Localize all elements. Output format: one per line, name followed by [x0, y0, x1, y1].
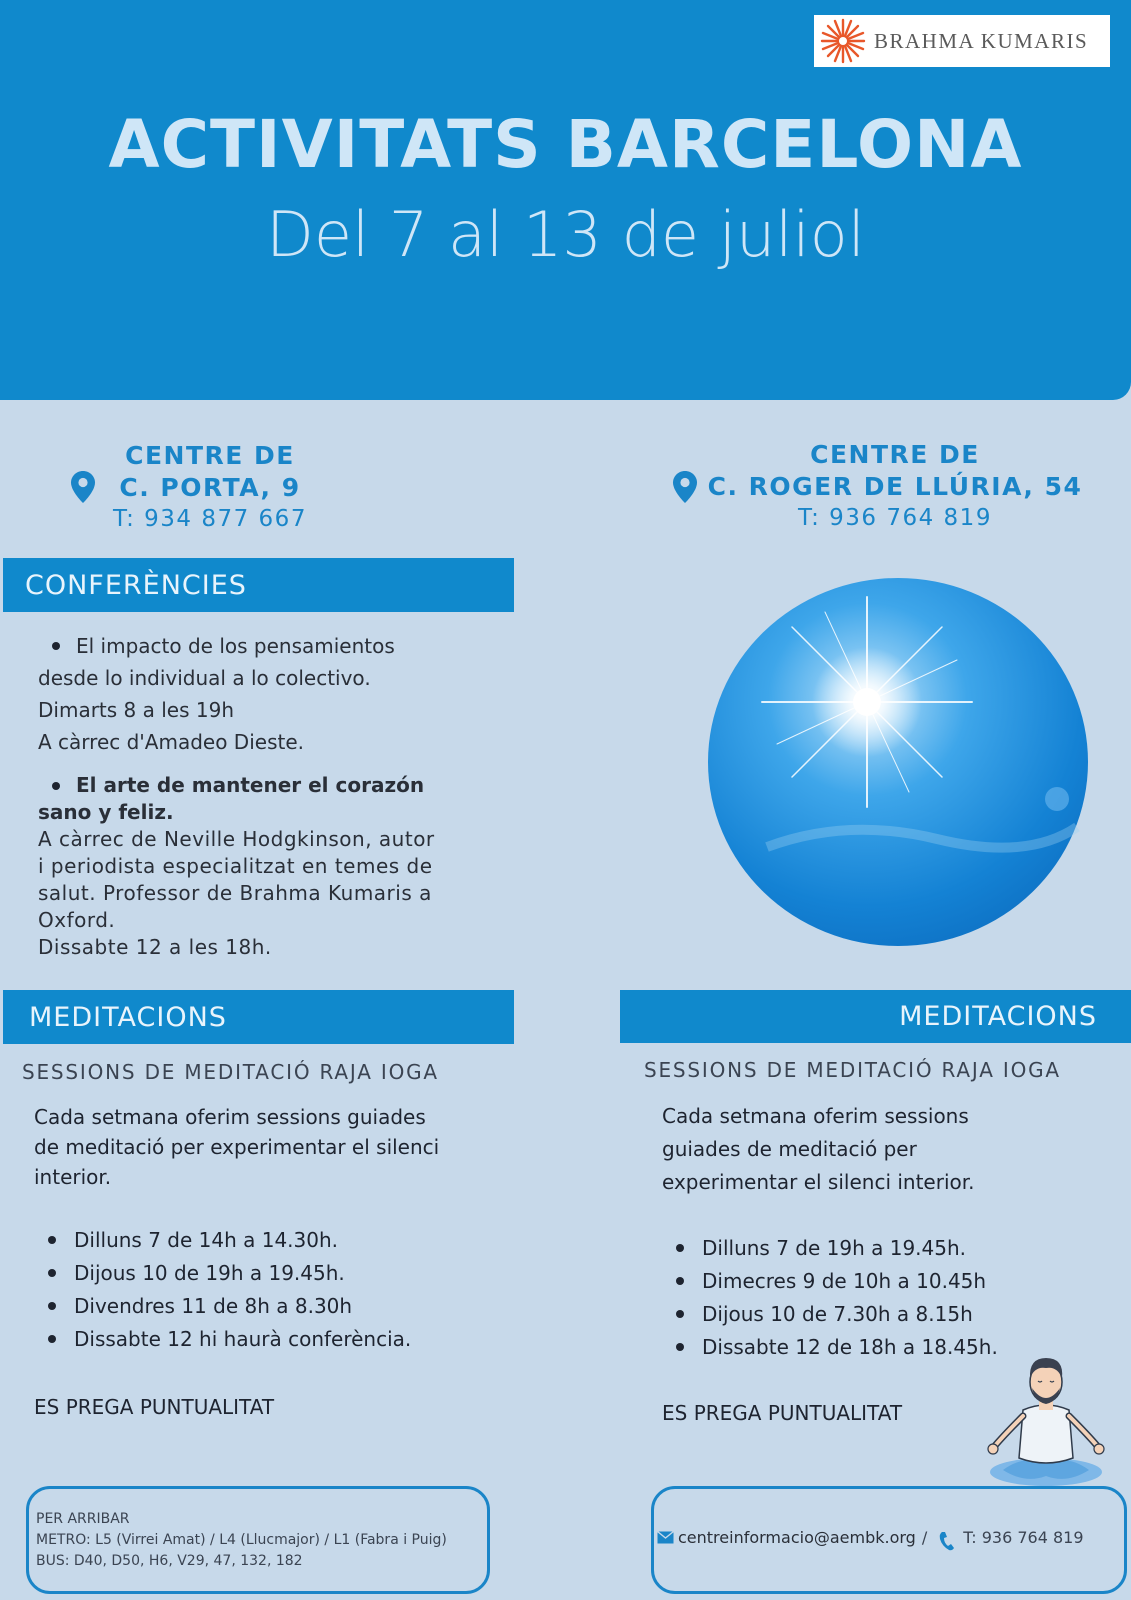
center-right-phone: T: 936 764 819	[798, 505, 992, 531]
page-subtitle: Del 7 al 13 de juliol	[266, 198, 865, 271]
bullet-icon	[48, 1302, 56, 1310]
conference-2-desc-3: salut. Professor de Brahma Kumaris a	[38, 881, 432, 905]
meditations-left-intro-1: Cada setmana oferim sessions guiades	[34, 1105, 426, 1129]
logo-text: BRAHMA KUMARIS	[874, 28, 1089, 53]
conference-2-title-a: El arte de mantener el corazón	[76, 773, 425, 797]
meditations-right-intro-3: experimentar el silenci interior.	[662, 1170, 975, 1194]
sky-sun-image	[707, 577, 1089, 947]
meditations-right-intro	[662, 1100, 1082, 1199]
center-left-heading	[110, 440, 310, 534]
center-right-heading	[700, 439, 1090, 533]
list-item: Dilluns 7 de 14h a 14.30h.	[48, 1223, 411, 1256]
list-item: Dissabte 12 hi haurà conferència.	[48, 1322, 411, 1355]
conference-2-desc-2: i periodista especialitzat en temes de	[38, 854, 433, 878]
brahma-kumaris-logo	[814, 15, 1110, 67]
center-right-line1: CENTRE DE	[810, 440, 980, 469]
meditations-left-heading: MEDITACIONS	[29, 1001, 227, 1033]
meditating-person-icon	[985, 1350, 1107, 1490]
conference-2-title-b: sano y feliz.	[38, 800, 174, 824]
conference-item-1	[38, 630, 508, 758]
meditations-right-sessions	[676, 1231, 998, 1363]
meditations-right-heading-band	[620, 990, 1131, 1043]
conference-1-title-b: desde lo individual a lo colectivo.	[38, 666, 371, 690]
meditations-right-subheading: SESSIONS DE MEDITACIÓ RAJA IOGA	[644, 1058, 1061, 1082]
meditations-left-note: ES PREGA PUNTUALITAT	[34, 1395, 275, 1419]
logo-sun-icon	[820, 18, 866, 64]
list-item: Dijous 10 de 7.30h a 8.15h	[676, 1297, 998, 1330]
list-item: Divendres 11 de 8h a 8.30h	[48, 1289, 411, 1322]
center-right-address: C. ROGER DE LLÚRIA, 54	[707, 472, 1083, 501]
conference-2-desc-4: Oxford.	[38, 908, 116, 932]
directions-metro: METRO: L5 (Virrei Amat) / L4 (Llucmajor) / L1 (Fabra i Puig)	[36, 1532, 447, 1548]
location-pin-icon	[70, 470, 96, 504]
conferences-heading: CONFERÈNCIES	[25, 569, 247, 601]
directions-bus: BUS: D40, D50, H6, V29, 47, 132, 182	[36, 1553, 303, 1569]
meditations-left-sessions	[48, 1223, 411, 1355]
bullet-icon	[676, 1244, 684, 1252]
bullet-icon	[48, 1269, 56, 1277]
mail-icon	[657, 1531, 674, 1544]
conference-2-desc-1: A càrrec de Neville Hodgkinson, autor	[38, 827, 435, 851]
contact-separator: /	[921, 1527, 928, 1547]
meditations-left-intro	[34, 1102, 514, 1192]
conferences-heading-band	[3, 558, 514, 612]
directions-box	[26, 1486, 490, 1594]
page-title: ACTIVITATS BARCELONA	[108, 106, 1023, 183]
directions-text	[36, 1509, 447, 1572]
conference-item-2	[38, 772, 508, 961]
contact-row	[657, 1523, 1084, 1551]
bullet-icon	[676, 1277, 684, 1285]
contact-email-link[interactable]: centreinformacio@aembk.org	[678, 1527, 916, 1547]
meditations-left-intro-2: de meditació per experimentar el silenci	[34, 1135, 440, 1159]
header-banner	[0, 0, 1131, 400]
phone-icon	[939, 1531, 955, 1551]
bullet-icon	[52, 782, 60, 790]
location-pin-icon	[672, 470, 698, 504]
list-item: Dijous 10 de 19h a 19.45h.	[48, 1256, 411, 1289]
center-left-line1: CENTRE DE	[125, 441, 295, 470]
conference-1-title-a: El impacto de los pensamientos	[76, 634, 395, 658]
list-item: Dilluns 7 de 19h a 19.45h.	[676, 1231, 998, 1264]
directions-title: PER ARRIBAR	[36, 1511, 130, 1527]
meditations-left-intro-3: interior.	[34, 1165, 112, 1189]
list-item: Dimecres 9 de 10h a 10.45h	[676, 1264, 998, 1297]
conference-1-by: A càrrec d'Amadeo Dieste.	[38, 730, 304, 754]
contact-box	[651, 1486, 1127, 1594]
bullet-icon	[48, 1335, 56, 1343]
conference-2-desc-5: Dissabte 12 a les 18h.	[38, 935, 272, 959]
center-left-phone: T: 934 877 667	[113, 506, 307, 532]
meditations-right-heading: MEDITACIONS	[899, 1001, 1097, 1032]
conference-1-when: Dimarts 8 a les 19h	[38, 698, 234, 722]
bullet-icon	[676, 1310, 684, 1318]
contact-phone: T: 936 764 819	[963, 1527, 1084, 1547]
meditations-right-intro-2: guiades de meditació per	[662, 1137, 917, 1161]
meditations-left-subheading: SESSIONS DE MEDITACIÓ RAJA IOGA	[22, 1060, 439, 1084]
center-left-address: C. PORTA, 9	[119, 473, 301, 502]
list-item: Dissabte 12 de 18h a 18.45h.	[676, 1330, 998, 1363]
meditations-right-note: ES PREGA PUNTUALITAT	[662, 1401, 903, 1425]
bullet-icon	[48, 1236, 56, 1244]
bullet-icon	[676, 1343, 684, 1351]
meditations-left-heading-band	[3, 990, 514, 1044]
meditations-right-intro-1: Cada setmana oferim sessions	[662, 1104, 969, 1128]
bullet-icon	[52, 642, 60, 650]
